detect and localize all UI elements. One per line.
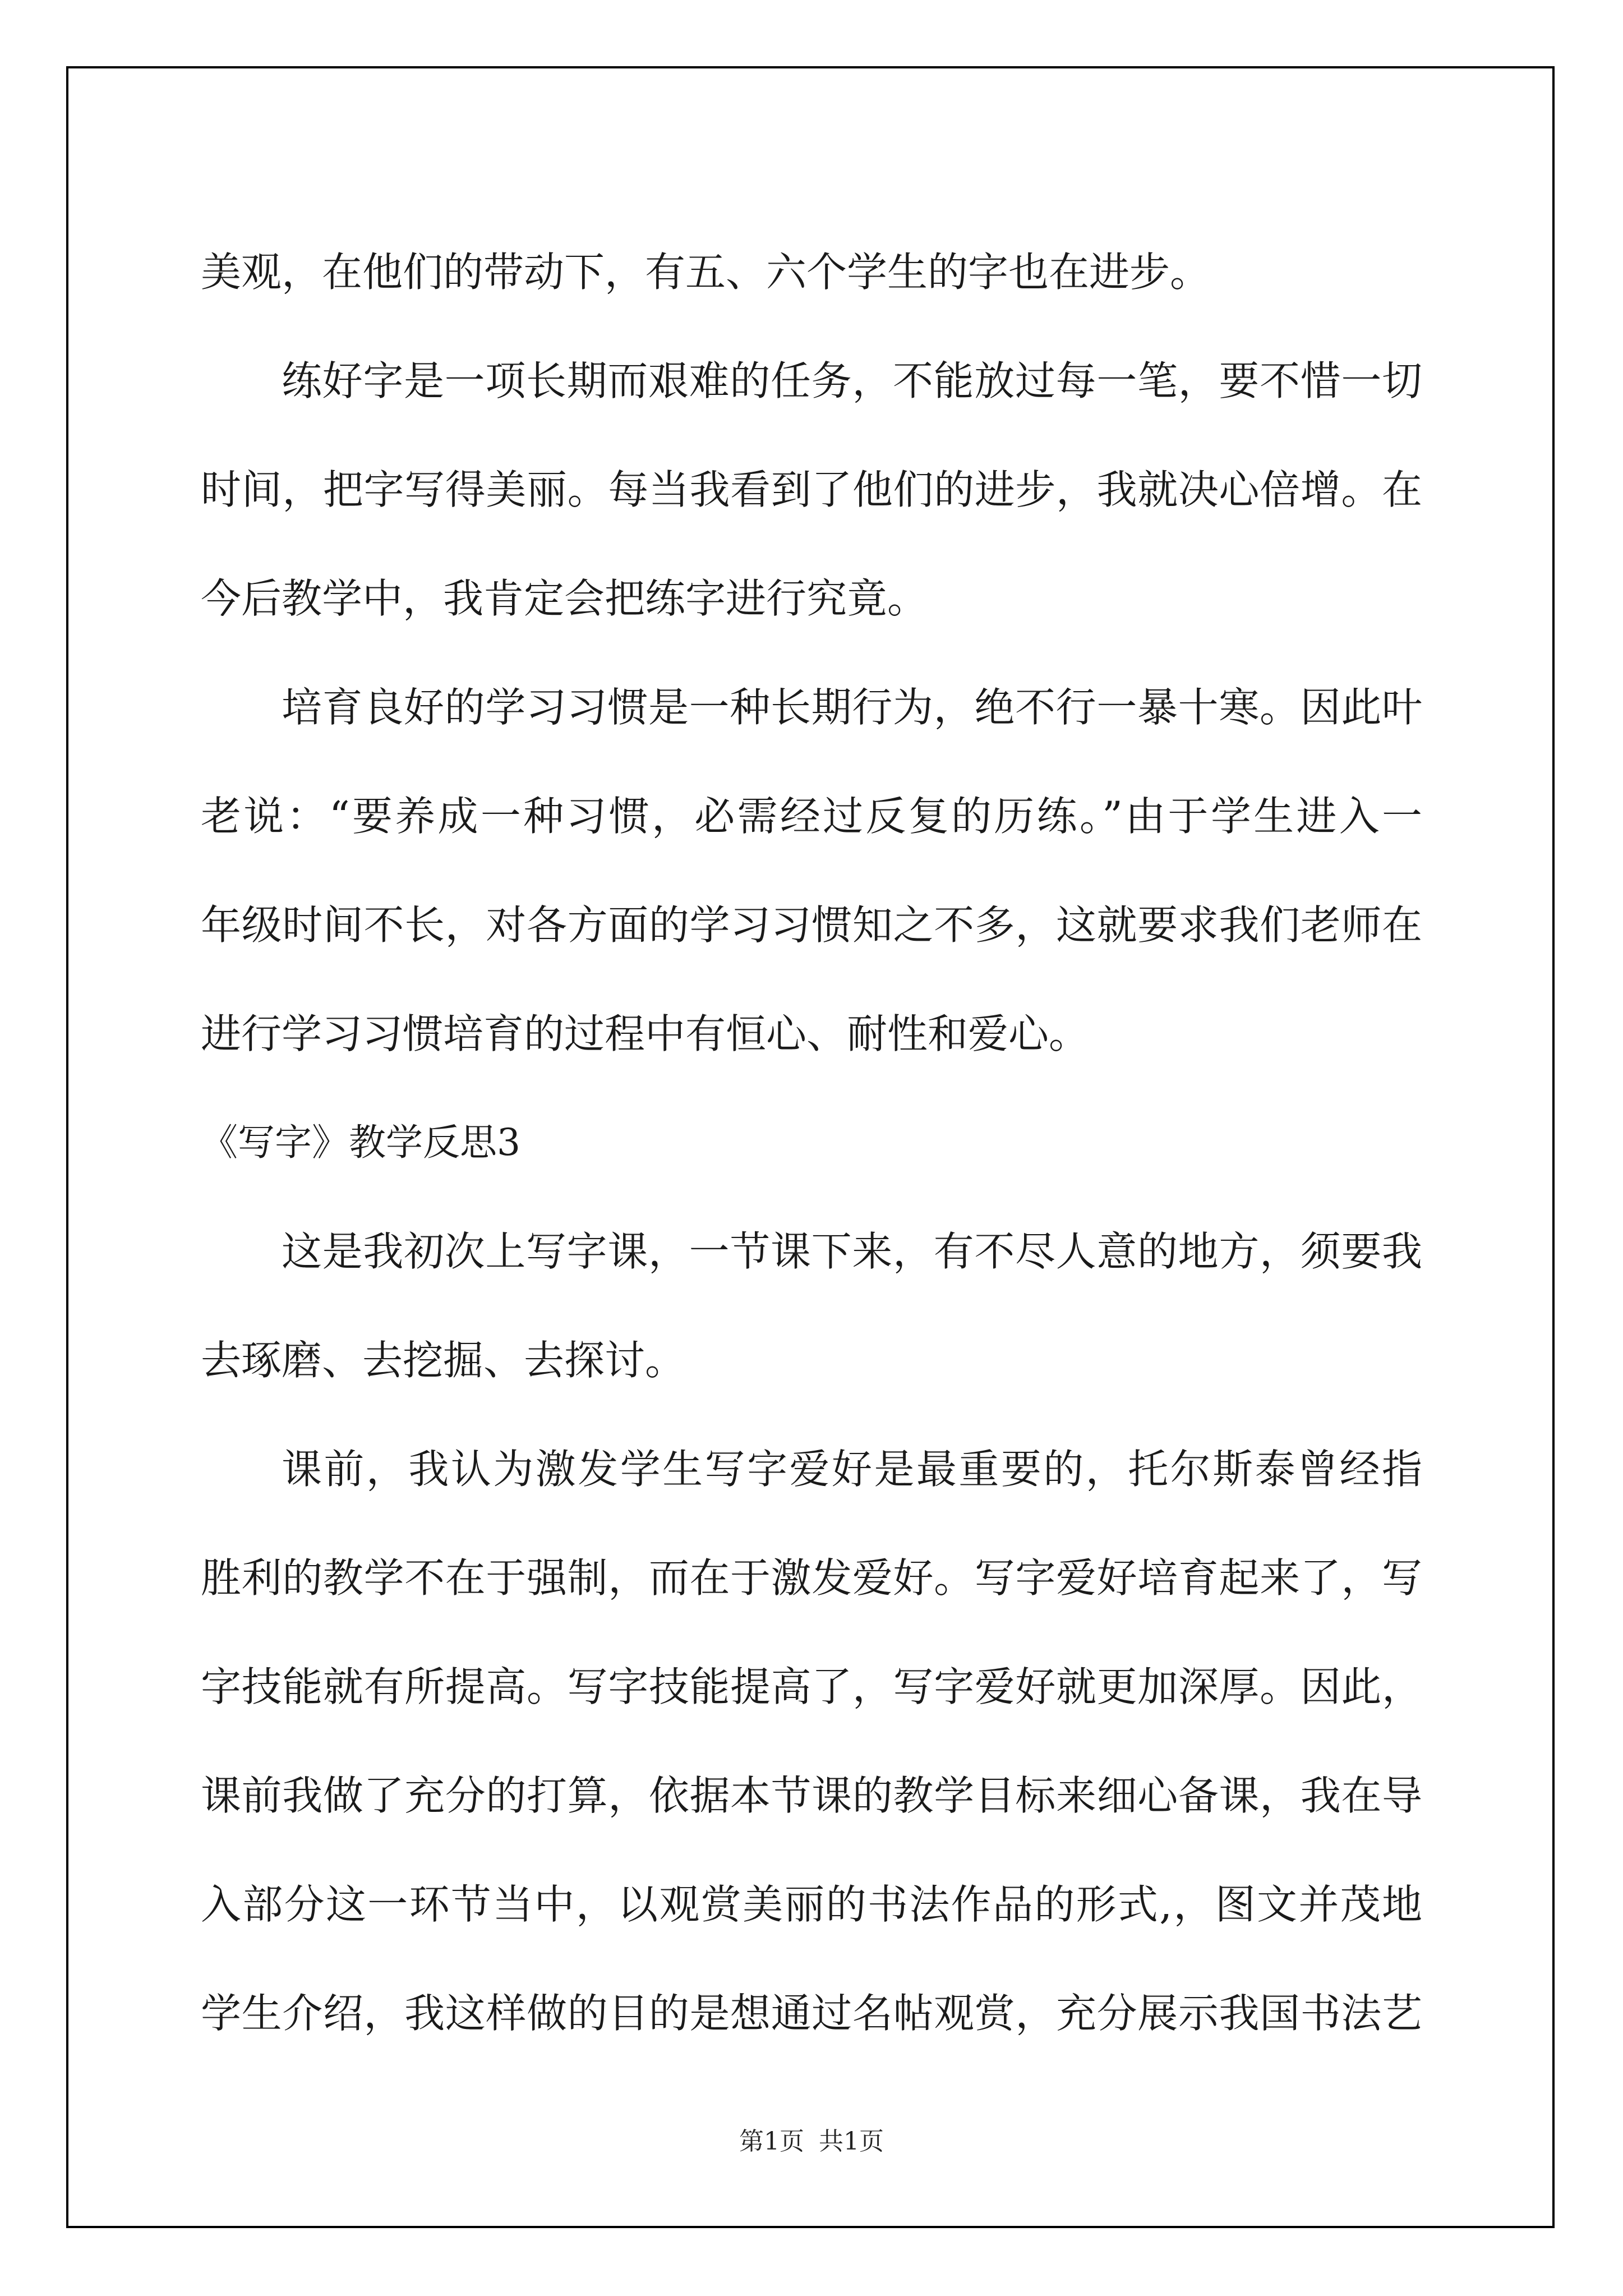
text-line-12: 课前，我认为激发学生写字爱好是最重要的，托尔斯泰曾经指	[282, 1446, 1422, 1493]
text-line-8: 进行学习习惯培育的过程中有恒心、耐性和爱心。	[201, 1010, 1090, 1057]
text-line-11: 去琢磨、去挖掘、去探讨。	[201, 1337, 686, 1384]
text-line-6: 老说：“要养成一种习惯，必需经过反复的历练。”由于学生进入一	[201, 793, 1422, 840]
text-line-10: 这是我初次上写字课，一节课下来，有不尽人意的地方，须要我	[282, 1228, 1422, 1275]
text-line-14: 字技能就有所提高。写字技能提高了，写字爱好就更加深厚。因此，	[201, 1663, 1422, 1710]
total-pages-label: 共1页	[819, 2127, 884, 2156]
text-line-5: 培育良好的学习习惯是一种长期行为，绝不行一暴十寒。因此叶	[282, 684, 1422, 731]
text-line-16: 入部分这一环节当中，以观赏美丽的书法作品的形式,，图文并茂地	[201, 1881, 1422, 1928]
section-heading: 《写字》教学反思3	[201, 1121, 520, 1164]
text-line-15: 课前我做了充分的打算，依据本节课的教学目标来细心备课，我在导	[201, 1772, 1422, 1819]
text-line-1: 美观，在他们的带动下，有五、六个学生的字也在进步。	[201, 249, 1211, 296]
text-line-2: 练好字是一项长期而艰难的任务，不能放过每一笔，要不惜一切	[282, 357, 1422, 404]
text-line-17: 学生介绍，我这样做的目的是想通过名帖观赏，充分展示我国书法艺	[201, 1990, 1422, 2037]
text-line-13: 胜利的教学不在于强制，而在于激发爱好。写字爱好培育起来了，写	[201, 1554, 1422, 1602]
current-page-label: 第1页	[739, 2127, 804, 2156]
text-line-3: 时间，把字写得美丽。每当我看到了他们的进步，我就决心倍增。在	[201, 466, 1422, 513]
page-footer	[0, 2125, 1623, 2159]
document-body	[201, 218, 1422, 2068]
text-line-4: 今后教学中，我肯定会把练字进行究竟。	[201, 575, 928, 622]
text-line-7: 年级时间不长，对各方面的学习习惯知之不多，这就要求我们老师在	[201, 901, 1422, 949]
